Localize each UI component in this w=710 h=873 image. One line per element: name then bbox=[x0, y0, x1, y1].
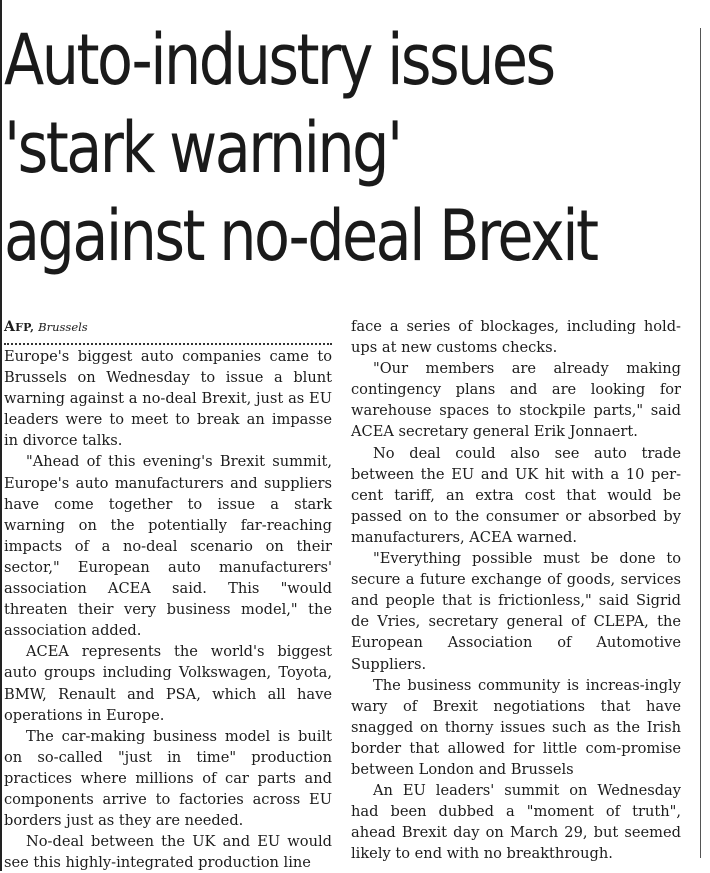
paragraph: The car-making business model is built on so-called "just in time" production practices where millions of car parts and components arrive to factories across EU borders just as they are needed. bbox=[4, 727, 332, 830]
paragraph: ACEA represents the world's biggest auto groups including Volkswagen, Toyota, BMW, Renault and PSA, which all have operations in Europe. bbox=[4, 643, 332, 724]
paragraph: The business community is increas-ingly wary of Brexit negotiations that have snagged on thorny issues such as the Irish border that allowed for little com-promise between London and Brussels bbox=[351, 676, 681, 778]
paragraph: No-deal between the UK and EU would see this highly-integrated production line bbox=[4, 833, 332, 872]
right-column-rule bbox=[700, 28, 701, 858]
article-column-right bbox=[351, 316, 681, 864]
byline-agency-rest: FP, bbox=[15, 321, 35, 334]
byline-dotted-divider bbox=[4, 343, 332, 345]
headline-line-3: against no-deal Brexit bbox=[4, 195, 597, 277]
paragraph: Europe's biggest auto companies came to Brussels on Wednesday to issue a blunt warning against a no-deal Brexit, just as EU leaders were to meet to break an impasse in divorce talks. bbox=[4, 348, 332, 450]
headline bbox=[4, 16, 597, 280]
left-column-rule bbox=[0, 0, 2, 871]
byline-agency bbox=[4, 319, 34, 335]
paragraph: "Ahead of this evening's Brexit summit, Europe's auto manufacturers and suppliers have come together to issue a stark warning on the potentially far-reaching impacts of a no-deal scenario on their sector," European auto manufacturers' association ACEA said. This "would threaten their very business model," the association added. bbox=[4, 453, 332, 640]
paragraph: No deal could also see auto trade between the EU and UK hit with a 10 per-cent tariff, an extra cost that would be passed on to the consumer or absorbed by manufacturers, ACEA warned. bbox=[351, 444, 681, 546]
paragraph: "Everything possible must be done to secure a future exchange of goods, services and people that is frictionless," said Sigrid de Vries, secretary general of CLEPA, the European Association of Automotive Suppliers. bbox=[351, 550, 681, 673]
headline-line-2: 'stark warning' bbox=[4, 107, 401, 189]
paragraph: face a series of blockages, including hold-ups at new customs checks. bbox=[351, 318, 681, 357]
paragraph: "Our members are already making contingency plans and are looking for warehouse spaces to stockpile parts," said ACEA secretary general Erik Jonnaert. bbox=[351, 360, 681, 441]
article-column-left bbox=[4, 316, 332, 873]
headline-line-1: Auto-industry issues bbox=[4, 19, 554, 101]
byline bbox=[4, 316, 332, 338]
paragraph: An EU leaders' summit on Wednesday had been dubbed a "moment of truth", ahead Brexit day on March 29, but seemed likely to end with no breakthrough. bbox=[351, 782, 681, 863]
byline-agency-initial: A bbox=[4, 319, 16, 335]
byline-city: Brussels bbox=[38, 320, 88, 334]
